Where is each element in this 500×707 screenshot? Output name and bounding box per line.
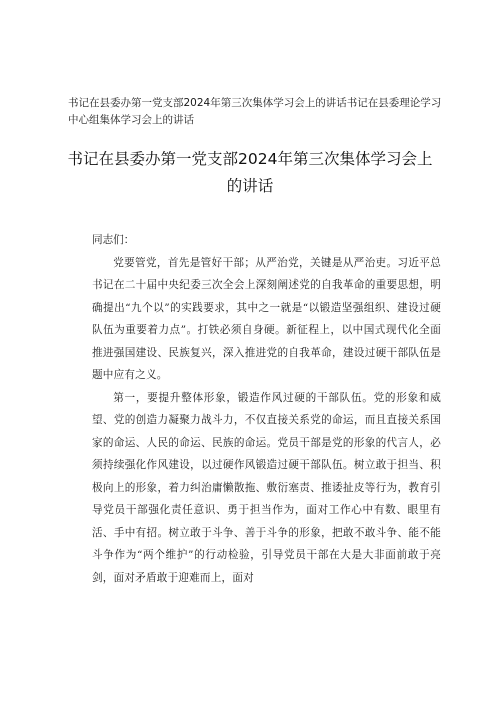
document-header: 书记在县委办第一党支部2024年第三次集体学习会上的讲话书记在县委理论学习中心组集体学习会上的讲话 (68, 97, 442, 126)
document-body (92, 229, 441, 589)
paragraph: 党要管党，首先是管好干部；从严治党，关键是从严治吏。习近平总书记在二十届中央纪委三次全会上深刻阐述党的自我革命的重要思想，明确提出“九个以”的实践要求，其中之一就是“以锻造坚强组织、建设过硬队伍为重要着力点”。打铁必须自身硬。新征程上，以中国式现代化全面推进强国建设、民族复兴，深入推进党的自我革命，建设过硬干部队伍是题中应有之义。 (92, 256, 441, 381)
document-title: 书记在县委办第一党支部2024年第三次集体学习会上的讲话 (67, 150, 433, 195)
salutation: 同志们： (92, 234, 135, 246)
paragraph: 第一，要提升整体形象，锻造作风过硬的干部队伍。党的形象和威望、党的创造力凝聚力战斗力，不仅直接关系党的命运，而且直接关系国家的命运、人民的命运、民族的命运。党员干部是党的形象的代言人，必须持续强化作风建设，以过硬作风锻造过硬干部队伍。树立敢于担当、积极向上的形象，着力纠治庸懒散拖、敷衍塞责、推诿扯皮等行为，教育引导党员干部强化责任意识、勇于担当作为，面对工作心中有数、眼里有活、手中有招。树立敢于斗争、善于斗争的形象，把敢不敢斗争、能不能斗争作为“两个维护”的行动检验，引导党员干部在大是大非面前敢于亮剑，面对矛盾敢于迎难而上，面对 (92, 391, 441, 584)
